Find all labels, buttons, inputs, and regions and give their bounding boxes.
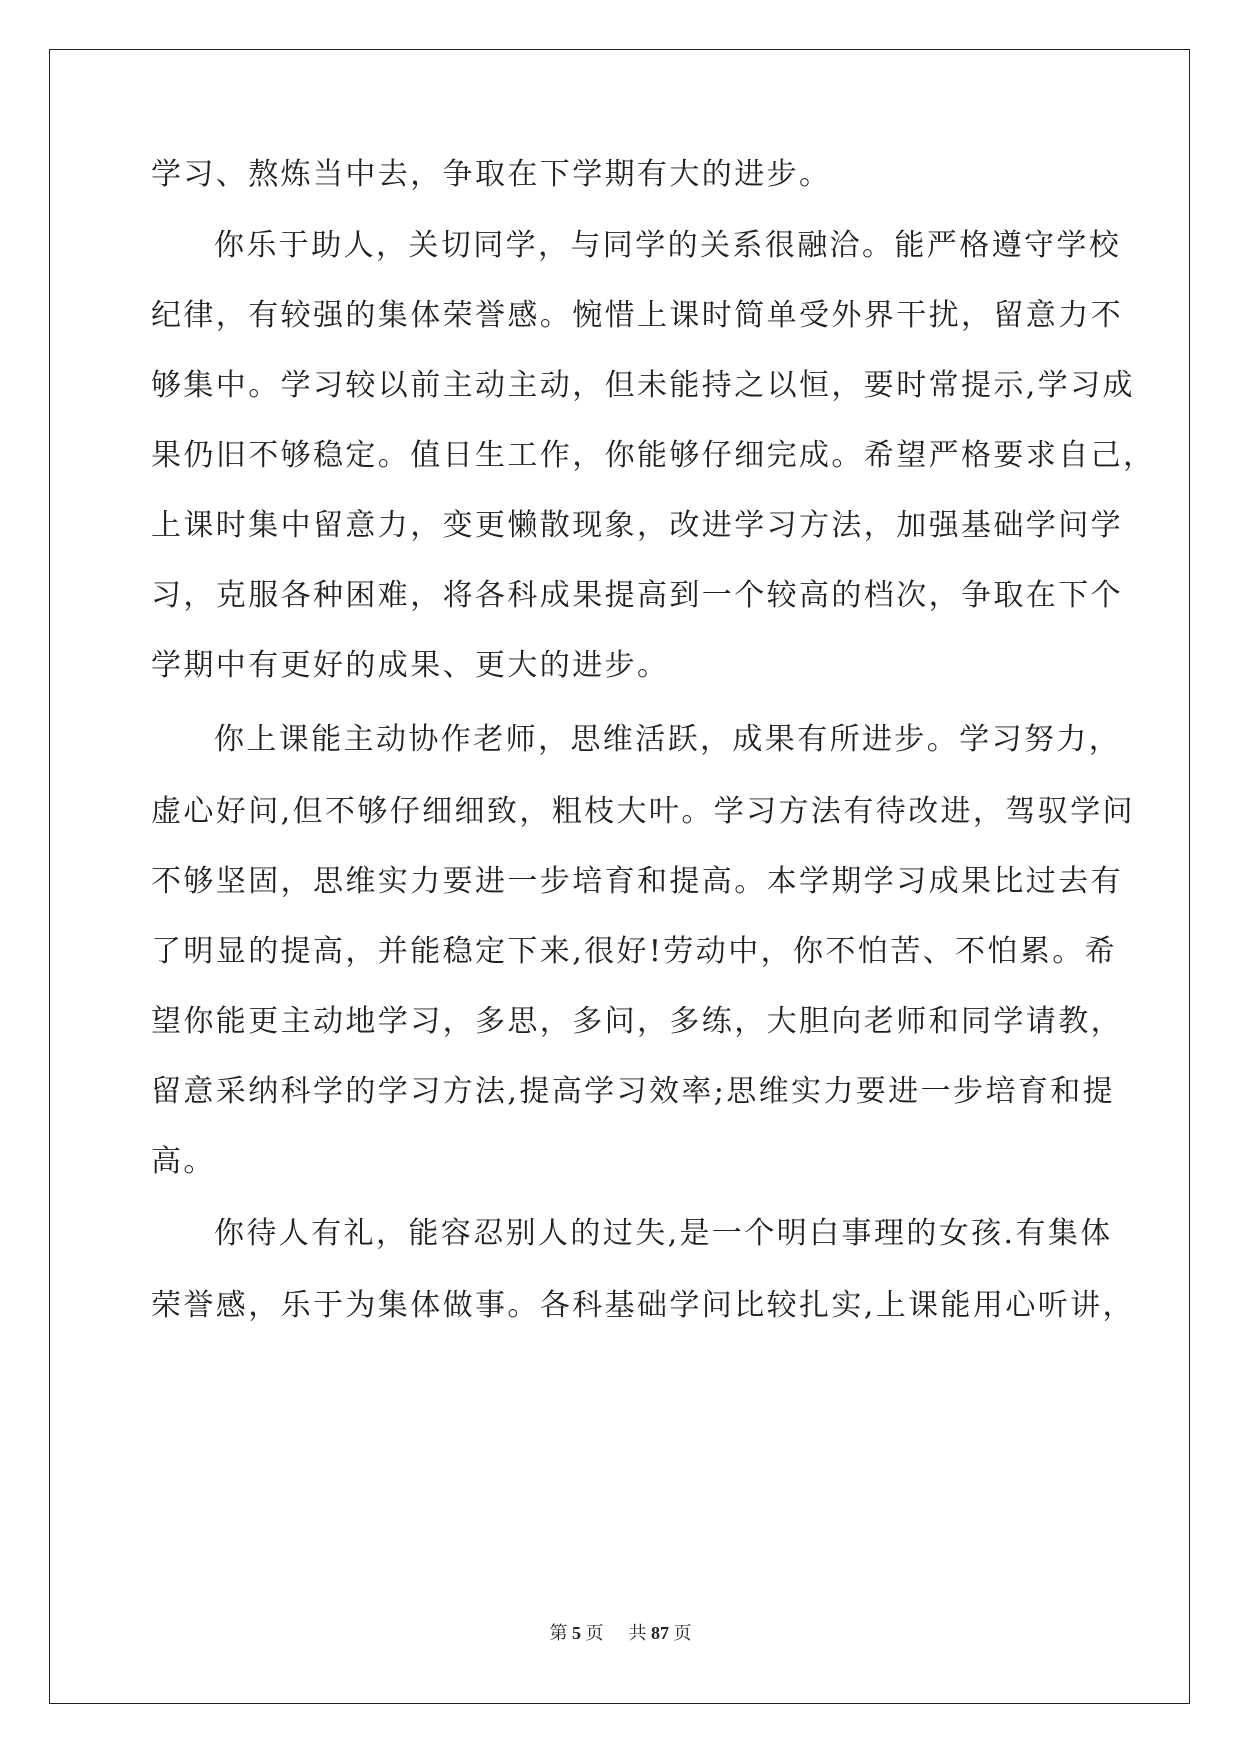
- text-line: 上课时集中留意力，变更懒散现象，改进学习方法，加强基础学问学: [151, 508, 1123, 543]
- text-line: 学习、熬炼当中去，争取在下学期有大的进步。: [151, 157, 832, 192]
- text-line: 果仍旧不够稳定。值日生工作，你能够仔细完成。希望严格要求自己，: [151, 438, 1156, 473]
- page-footer: [0, 1621, 1241, 1645]
- page-number: 5: [572, 1623, 581, 1643]
- total-suffix: 页: [673, 1623, 692, 1643]
- text-line: 了明显的提高，并能稳定下来,很好!劳动中，你不怕苦、不怕累。希: [151, 934, 1117, 969]
- text-line: 留意采纳科学的学习方法,提高学习效率;思维实力要进一步培育和提: [151, 1074, 1116, 1109]
- total-pages: 87: [651, 1623, 669, 1643]
- text-line: 高。: [151, 1144, 216, 1179]
- text-line: 不够坚固，思维实力要进一步培育和提高。本学期学习成果比过去有: [151, 864, 1123, 899]
- text-line: 荣誉感，乐于为集体做事。各科基础学问比较扎实,上课能用心听讲，: [151, 1288, 1135, 1323]
- text-line: 习，克服各种困难，将各科成果提高到一个较高的档次，争取在下个: [151, 578, 1123, 613]
- text-line: 够集中。学习较以前主动主动，但未能持之以恒，要时常提示,学习成: [151, 368, 1135, 403]
- paragraph-first-line: 你乐于助人，关切同学，与同学的关系很融洽。能严格遵守学校: [214, 228, 1122, 263]
- total-prefix: 共: [628, 1623, 647, 1643]
- text-line: 纪律，有较强的集体荣誉感。惋惜上课时简单受外界干扰，留意力不: [151, 298, 1123, 333]
- paragraph-first-line: 你上课能主动协作老师，思维活跃，成果有所进步。学习努力，: [214, 722, 1122, 757]
- page-prefix: 第: [549, 1623, 568, 1643]
- text-line: 望你能更主动地学习，多思，多问，多练，大胆向老师和同学请教，: [151, 1004, 1123, 1039]
- text-line: 学期中有更好的成果、更大的进步。: [151, 648, 670, 683]
- page-suffix: 页: [585, 1623, 604, 1643]
- text-line: 虚心好问,但不够仔细细致，粗枝大叶。学习方法有待改进，驾驭学问: [151, 794, 1135, 829]
- paragraph-first-line: 你待人有礼，能容忍别人的过失,是一个明白事理的女孩.有集体: [214, 1216, 1113, 1251]
